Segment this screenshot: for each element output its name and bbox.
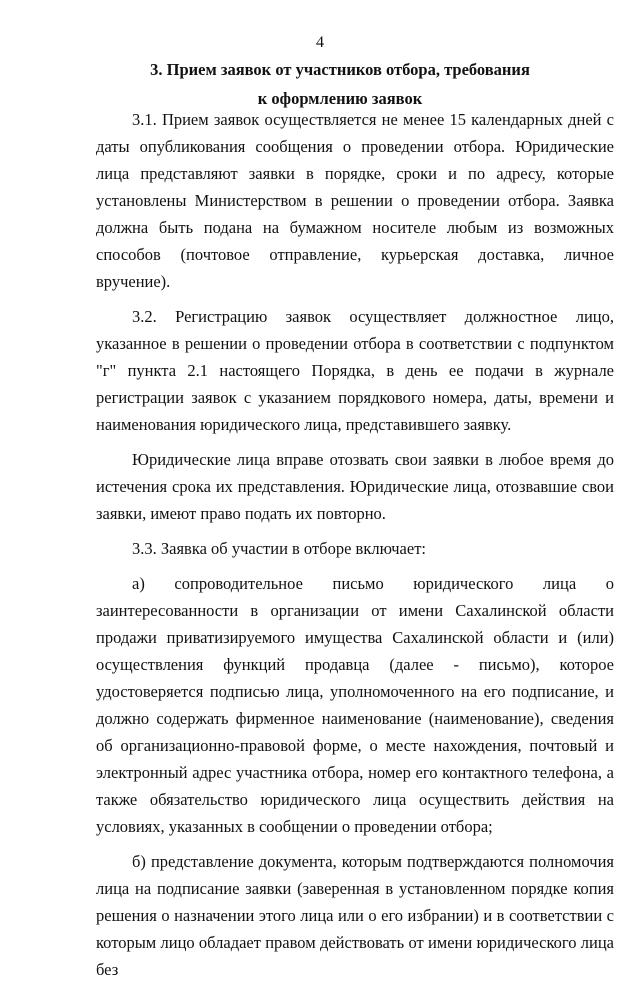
paragraph-3-3: 3.3. Заявка об участии в отборе включает: xyxy=(132,539,427,558)
paragraph-item-a: а) сопроводительное письмо юридического лица о заинтересованности в организации от имени Сахалинской области продажи приватизируемого имущества Сахалинской области и (или) осуществления функций продавца (далее - письмо), которое удостоверяется подписью лица, уполномоченного на его подписание, и должно содержать фирменное наименование (наименование), сведения об организационно-правовой форме, о месте нахождения, почтовый и электронный адрес участника отбора, номер его контактного телефона, а также обязательство юридического лица осуществить действия на условиях, указанных в сообщении о проведении отбора; xyxy=(96,574,614,836)
section-heading-line-1: 3. Прием заявок от участников отбора, требования xyxy=(150,60,530,79)
paragraph-withdrawal: Юридические лица вправе отозвать свои заявки в любое время до истечения срока их представления. Юридические лица, отозвавшие свои заявки, имеют право подать их повторно. xyxy=(96,450,614,523)
paragraph-item-b: б) представление документа, которым подтверждаются полномочия лица на подписание заявки (заверенная в установленном порядке копия решения о назначении этого лица или о его избрании) и в соответствии с которым лицо обладает правом действовать от имени юридического лица без xyxy=(96,852,614,979)
paragraph-3-2: 3.2. Регистрацию заявок осуществляет должностное лицо, указанное в решении о проведении отбора в соответствии с подпунктом "г" пункта 2.1 настоящего Порядка, в день ее подачи в журнале регистрации заявок с указанием порядкового номера, даты, времени и наименования юридического лица, представившего заявку. xyxy=(96,307,614,434)
paragraph-3-1: 3.1. Прием заявок осуществляется не менее 15 календарных дней с даты опубликования сообщения о проведении отбора. Юридические лица представляют заявки в порядке, сроки и по адресу, которые установлены Министерством в решении о проведении отбора. Заявка должна быть подана на бумажном носителе любым из возможных способов (почтовое отправление, курьерская доставка, личное вручение). xyxy=(96,110,614,291)
body-text xyxy=(96,106,614,991)
page-number: 4 xyxy=(316,34,324,51)
section-heading-line-2: к оформлению заявок xyxy=(257,89,423,108)
section-heading xyxy=(60,55,620,113)
